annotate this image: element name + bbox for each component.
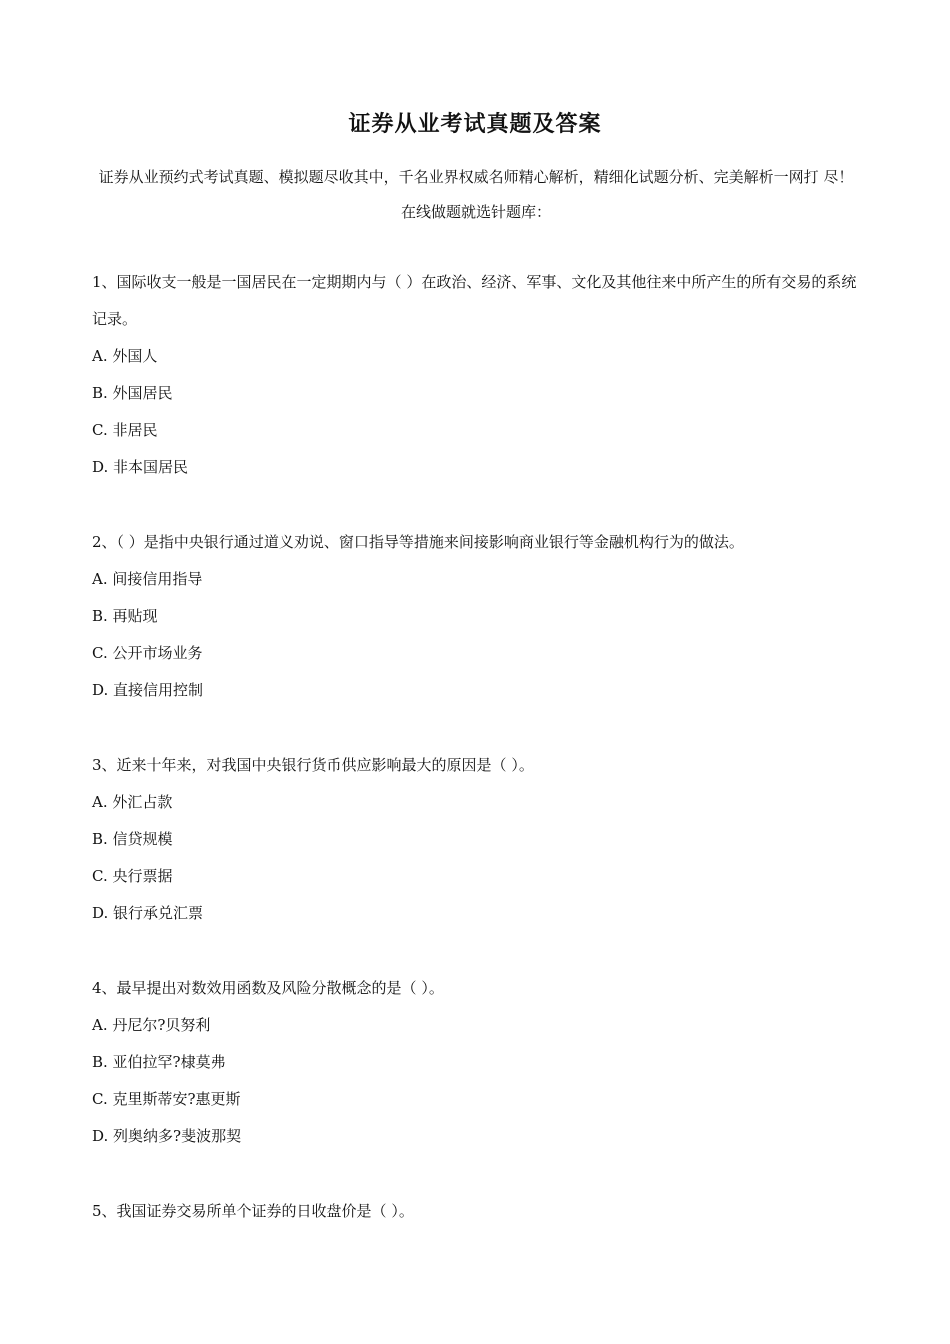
option-d: D. 列奥纳多?斐波那契 — [92, 1127, 242, 1145]
option-b: B. 亚伯拉罕?棣莫弗 — [92, 1053, 226, 1071]
question-4 — [92, 970, 862, 1155]
option-a: A. 间接信用指导 — [92, 570, 203, 588]
option-c: C. 公开市场业务 — [92, 644, 203, 662]
question-text: 2、（ ）是指中央银行通过道义劝说、窗口指导等措施来间接影响商业银行等金融机构行为的做法。 — [92, 533, 744, 551]
question-text: 4、最早提出对数效用函数及风险分散概念的是（ ）。 — [92, 979, 444, 997]
option-c: C. 非居民 — [92, 421, 158, 439]
question-2 — [92, 524, 862, 709]
option-a: A. 丹尼尔?贝努利 — [92, 1016, 211, 1034]
option-c: C. 克里斯蒂安?惠更斯 — [92, 1090, 241, 1108]
option-d: D. 非本国居民 — [92, 458, 189, 476]
intro-paragraph: 证券从业预约式考试真题、模拟题尽收其中，千名业界权威名师精心解析，精细化试题分析、完美解析一网打 尽！在线做题就选针题库： — [98, 168, 854, 221]
question-5 — [92, 1193, 862, 1230]
option-d: D. 银行承兑汇票 — [92, 904, 204, 922]
option-b: B. 信贷规模 — [92, 830, 173, 848]
option-a: A. 外汇占款 — [92, 793, 173, 811]
option-c: C. 央行票据 — [92, 867, 173, 885]
question-list — [92, 264, 862, 1268]
option-b: B. 再贴现 — [92, 607, 158, 625]
option-b: B. 外国居民 — [92, 384, 173, 402]
option-d: D. 直接信用控制 — [92, 681, 204, 699]
question-1 — [92, 264, 862, 486]
question-text: 3、近来十年来，对我国中央银行货币供应影响最大的原因是（ ）。 — [92, 756, 534, 774]
page-title: 证券从业考试真题及答案 — [348, 111, 602, 137]
question-text: 5、我国证券交易所单个证券的日收盘价是（ ）。 — [92, 1202, 414, 1220]
option-a: A. 外国人 — [92, 347, 158, 365]
question-text: 1、国际收支一般是一国居民在一定期期内与（ ）在政治、经济、军事、文化及其他往来中所产生的所有交易的系统记录。 — [92, 273, 857, 328]
question-3 — [92, 747, 862, 932]
